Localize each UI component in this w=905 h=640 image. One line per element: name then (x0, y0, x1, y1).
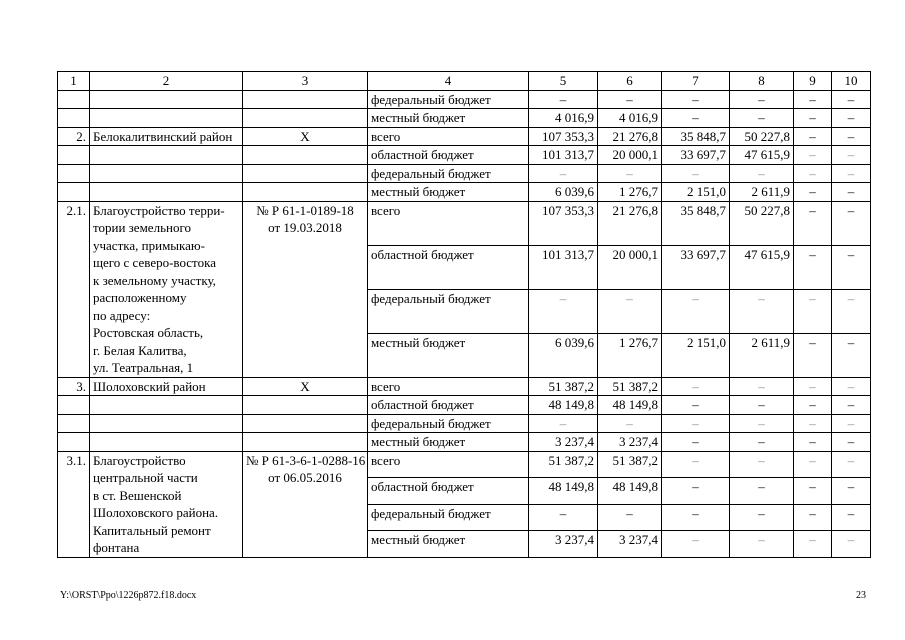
value-cell-col-9: – (794, 201, 832, 245)
value-cell-col-8: – (730, 109, 794, 128)
value-cell-col-8: – (730, 164, 794, 183)
value-cell-col-10: – (832, 451, 871, 478)
value-cell-col-5: 6 039,6 (529, 183, 598, 202)
value-cell-col-8: – (730, 414, 794, 433)
value-cell-col-5: 3 237,4 (529, 433, 598, 452)
value-cell-col-9: – (794, 396, 832, 415)
row-number-cell: 3. (58, 377, 90, 396)
expertise-number-cell: Х (243, 377, 368, 396)
value-cell-col-7: 33 697,7 (662, 245, 730, 289)
value-cell-col-10: – (832, 109, 871, 128)
value-cell-col-10: – (832, 414, 871, 433)
value-cell-col-10: – (832, 127, 871, 146)
budget-type-cell: всего (368, 201, 529, 245)
expertise-number-cell (243, 414, 368, 433)
value-cell-col-6: 51 387,2 (598, 377, 662, 396)
value-cell-col-8: 2 611,9 (730, 333, 794, 377)
value-cell-col-8: – (730, 504, 794, 531)
value-cell-col-9: – (794, 433, 832, 452)
budget-type-cell: всего (368, 377, 529, 396)
value-cell-col-5: 3 237,4 (529, 531, 598, 558)
value-cell-col-10: – (832, 90, 871, 109)
value-cell-col-5: 6 039,6 (529, 333, 598, 377)
object-name-cell: Шолоховский район (90, 377, 243, 396)
row-number-cell (58, 396, 90, 415)
value-cell-col-8: – (730, 433, 794, 452)
value-cell-col-10: – (832, 333, 871, 377)
value-cell-col-5: – (529, 90, 598, 109)
expertise-number-cell: Х (243, 127, 368, 146)
value-cell-col-6: 48 149,8 (598, 478, 662, 505)
row-number-cell (58, 183, 90, 202)
object-name-cell (90, 164, 243, 183)
value-cell-col-10: – (832, 531, 871, 558)
value-cell-col-5: 51 387,2 (529, 377, 598, 396)
table-row (58, 377, 871, 396)
value-cell-col-9: – (794, 183, 832, 202)
object-name-cell (90, 146, 243, 165)
budget-type-cell: федеральный бюджет (368, 90, 529, 109)
value-cell-col-10: – (832, 433, 871, 452)
value-cell-col-8: – (730, 478, 794, 505)
value-cell-col-5: 4 016,9 (529, 109, 598, 128)
value-cell-col-10: – (832, 478, 871, 505)
expertise-number-cell (243, 146, 368, 165)
table-row (58, 201, 871, 245)
value-cell-col-7: – (662, 451, 730, 478)
header-cell-4: 4 (368, 72, 529, 91)
budget-type-cell: областной бюджет (368, 478, 529, 505)
value-cell-col-9: – (794, 164, 832, 183)
value-cell-col-5: 107 353,3 (529, 127, 598, 146)
value-cell-col-6: 20 000,1 (598, 146, 662, 165)
value-cell-col-9: – (794, 127, 832, 146)
value-cell-col-6: 20 000,1 (598, 245, 662, 289)
value-cell-col-10: – (832, 245, 871, 289)
value-cell-col-7: 2 151,0 (662, 333, 730, 377)
object-name-cell (90, 414, 243, 433)
value-cell-col-6: 51 387,2 (598, 451, 662, 478)
budget-type-cell: федеральный бюджет (368, 504, 529, 531)
object-name-cell (90, 183, 243, 202)
value-cell-col-5: – (529, 289, 598, 333)
value-cell-col-9: – (794, 146, 832, 165)
value-cell-col-5: 101 313,7 (529, 146, 598, 165)
value-cell-col-10: – (832, 201, 871, 245)
value-cell-col-6: – (598, 90, 662, 109)
row-number-cell (58, 146, 90, 165)
table-row (58, 164, 871, 183)
object-name-cell (90, 109, 243, 128)
value-cell-col-8: – (730, 377, 794, 396)
value-cell-col-7: – (662, 90, 730, 109)
value-cell-col-7: – (662, 396, 730, 415)
budget-type-cell: местный бюджет (368, 183, 529, 202)
value-cell-col-7: – (662, 478, 730, 505)
value-cell-col-5: 51 387,2 (529, 451, 598, 478)
value-cell-col-10: – (832, 289, 871, 333)
value-cell-col-9: – (794, 289, 832, 333)
object-name-cell: Благоустройство терри- тории земельного участка, примыкаю- щего с северо-востока к земельному участку, расположенному по адресу: Ростовская область, г. Белая Калитва, ул. Театральная, 1 (90, 201, 243, 377)
value-cell-col-9: – (794, 90, 832, 109)
table-row (58, 109, 871, 128)
expertise-number-cell (243, 396, 368, 415)
value-cell-col-10: – (832, 164, 871, 183)
header-cell-1: 1 (58, 72, 90, 91)
object-name-cell (90, 396, 243, 415)
value-cell-col-8: 47 615,9 (730, 245, 794, 289)
value-cell-col-6: 4 016,9 (598, 109, 662, 128)
table-row (58, 451, 871, 478)
value-cell-col-6: 3 237,4 (598, 433, 662, 452)
header-cell-10: 10 (832, 72, 871, 91)
value-cell-col-6: 1 276,7 (598, 183, 662, 202)
value-cell-col-10: – (832, 377, 871, 396)
value-cell-col-8: 2 611,9 (730, 183, 794, 202)
value-cell-col-7: – (662, 289, 730, 333)
value-cell-col-8: 50 227,8 (730, 201, 794, 245)
header-cell-5: 5 (529, 72, 598, 91)
value-cell-col-7: – (662, 433, 730, 452)
value-cell-col-10: – (832, 146, 871, 165)
value-cell-col-9: – (794, 377, 832, 396)
table-row (58, 90, 871, 109)
budget-type-cell: местный бюджет (368, 433, 529, 452)
value-cell-col-5: 101 313,7 (529, 245, 598, 289)
expertise-number-cell (243, 183, 368, 202)
budget-type-cell: областной бюджет (368, 396, 529, 415)
object-name-cell: Благоустройство центральной части в ст. Вешенской Шолоховского района. Капитальный ремонт фонтана (90, 451, 243, 557)
object-name-cell (90, 90, 243, 109)
header-cell-6: 6 (598, 72, 662, 91)
footer-page-number: 23 (856, 590, 866, 601)
table-row (58, 433, 871, 452)
value-cell-col-9: – (794, 451, 832, 478)
value-cell-col-5: – (529, 504, 598, 531)
value-cell-col-5: 107 353,3 (529, 201, 598, 245)
table-row (58, 146, 871, 165)
object-name-cell (90, 433, 243, 452)
value-cell-col-9: – (794, 531, 832, 558)
value-cell-col-7: – (662, 164, 730, 183)
value-cell-col-5: 48 149,8 (529, 478, 598, 505)
value-cell-col-9: – (794, 109, 832, 128)
header-cell-8: 8 (730, 72, 794, 91)
value-cell-col-5: – (529, 414, 598, 433)
value-cell-col-8: – (730, 289, 794, 333)
row-number-cell (58, 90, 90, 109)
row-number-cell: 2.1. (58, 201, 90, 377)
value-cell-col-10: – (832, 183, 871, 202)
table-row (58, 127, 871, 146)
budget-type-cell: федеральный бюджет (368, 414, 529, 433)
header-cell-2: 2 (90, 72, 243, 91)
budget-type-cell: всего (368, 451, 529, 478)
value-cell-col-9: – (794, 414, 832, 433)
value-cell-col-9: – (794, 504, 832, 531)
value-cell-col-6: 21 276,8 (598, 201, 662, 245)
expertise-number-cell: № Р 61-1-0189-18 от 19.03.2018 (243, 201, 368, 377)
value-cell-col-6: – (598, 164, 662, 183)
value-cell-col-9: – (794, 245, 832, 289)
expertise-number-cell (243, 433, 368, 452)
value-cell-col-6: 1 276,7 (598, 333, 662, 377)
value-cell-col-5: 48 149,8 (529, 396, 598, 415)
budget-type-cell: местный бюджет (368, 109, 529, 128)
value-cell-col-6: – (598, 414, 662, 433)
budget-type-cell: местный бюджет (368, 531, 529, 558)
table-row (58, 396, 871, 415)
value-cell-col-7: 33 697,7 (662, 146, 730, 165)
value-cell-col-7: 2 151,0 (662, 183, 730, 202)
value-cell-col-9: – (794, 333, 832, 377)
value-cell-col-7: – (662, 377, 730, 396)
value-cell-col-7: – (662, 109, 730, 128)
budget-type-cell: федеральный бюджет (368, 164, 529, 183)
value-cell-col-7: – (662, 504, 730, 531)
table-row (58, 183, 871, 202)
row-number-cell (58, 164, 90, 183)
value-cell-col-7: 35 848,7 (662, 127, 730, 146)
value-cell-col-6: – (598, 504, 662, 531)
value-cell-col-7: 35 848,7 (662, 201, 730, 245)
value-cell-col-8: 47 615,9 (730, 146, 794, 165)
header-cell-9: 9 (794, 72, 832, 91)
value-cell-col-10: – (832, 504, 871, 531)
value-cell-col-8: – (730, 451, 794, 478)
budget-table (57, 71, 871, 558)
value-cell-col-8: 50 227,8 (730, 127, 794, 146)
budget-type-cell: областной бюджет (368, 245, 529, 289)
value-cell-col-8: – (730, 90, 794, 109)
expertise-number-cell: № Р 61-3-6-1-0288-16 от 06.05.2016 (243, 451, 368, 557)
value-cell-col-6: – (598, 289, 662, 333)
expertise-number-cell (243, 109, 368, 128)
value-cell-col-7: – (662, 531, 730, 558)
row-number-cell (58, 414, 90, 433)
table-row (58, 414, 871, 433)
value-cell-col-6: 21 276,8 (598, 127, 662, 146)
value-cell-col-6: 3 237,4 (598, 531, 662, 558)
object-name-cell: Белокалитвинский район (90, 127, 243, 146)
footer-file-path: Y:\ORST\Ppo\1226p872.f18.docx (60, 590, 197, 601)
budget-type-cell: областной бюджет (368, 146, 529, 165)
header-cell-7: 7 (662, 72, 730, 91)
value-cell-col-7: – (662, 414, 730, 433)
value-cell-col-8: – (730, 396, 794, 415)
expertise-number-cell (243, 164, 368, 183)
row-number-cell (58, 433, 90, 452)
row-number-cell (58, 109, 90, 128)
budget-type-cell: федеральный бюджет (368, 289, 529, 333)
expertise-number-cell (243, 90, 368, 109)
value-cell-col-10: – (832, 396, 871, 415)
header-cell-3: 3 (243, 72, 368, 91)
value-cell-col-8: – (730, 531, 794, 558)
table-header-row (58, 72, 871, 91)
value-cell-col-6: 48 149,8 (598, 396, 662, 415)
row-number-cell: 3.1. (58, 451, 90, 557)
value-cell-col-9: – (794, 478, 832, 505)
budget-type-cell: всего (368, 127, 529, 146)
row-number-cell: 2. (58, 127, 90, 146)
budget-type-cell: местный бюджет (368, 333, 529, 377)
value-cell-col-5: – (529, 164, 598, 183)
